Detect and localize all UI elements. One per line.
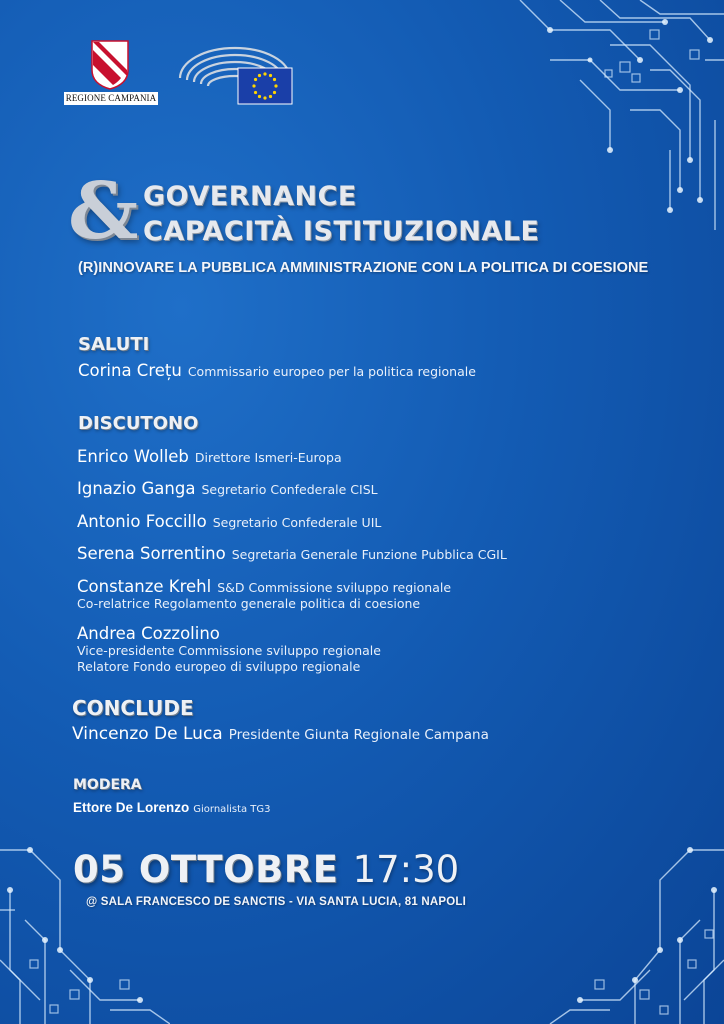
title-line-1: GOVERNANCE bbox=[143, 181, 357, 212]
speaker-name: Antonio Foccillo bbox=[77, 512, 207, 531]
speaker-name: Vincenzo De Luca bbox=[72, 724, 223, 744]
conclude-heading: CONCLUDE bbox=[72, 696, 194, 720]
event-time: 17:30 bbox=[352, 848, 460, 891]
saluti-heading: SALUTI bbox=[78, 334, 150, 355]
speaker-entry bbox=[77, 479, 378, 498]
speaker-entry bbox=[77, 512, 381, 531]
speaker-role: Segretario Confederale UIL bbox=[212, 515, 382, 530]
event-date: 05 OTTOBRE bbox=[73, 848, 339, 891]
speaker-entry bbox=[77, 577, 451, 612]
speaker-entry bbox=[77, 447, 342, 466]
circuit-decoration-bottom-right bbox=[540, 830, 724, 1024]
speaker-role: S&D Commissione sviluppo regionale bbox=[217, 580, 452, 595]
modera-heading: MODERA bbox=[73, 777, 142, 793]
speaker-name: Ignazio Ganga bbox=[77, 479, 196, 498]
speaker-name: Constanze Krehl bbox=[77, 577, 212, 596]
regione-campania-logo bbox=[64, 40, 158, 110]
campania-caption: REGIONE CAMPANIA bbox=[65, 93, 157, 103]
campania-shield-icon bbox=[91, 40, 129, 90]
speaker-entry bbox=[73, 797, 271, 816]
speaker-name: Ettore De Lorenzo bbox=[73, 800, 190, 815]
speaker-name: Andrea Cozzolino bbox=[77, 624, 220, 643]
speaker-entry bbox=[77, 544, 507, 563]
title-ampersand: & bbox=[68, 166, 139, 257]
title-line-2: CAPACITÀ ISTITUZIONALE bbox=[143, 216, 540, 247]
circuit-decoration-top-right bbox=[490, 0, 724, 230]
speaker-entry bbox=[77, 624, 381, 675]
speaker-entry bbox=[78, 361, 476, 380]
european-parliament-logo bbox=[174, 40, 296, 106]
speaker-role: Giornalista TG3 bbox=[193, 804, 271, 815]
event-date-time bbox=[73, 848, 459, 891]
speaker-name: Serena Sorrentino bbox=[77, 544, 226, 563]
speaker-role-extra: Relatore Fondo europeo di sviluppo regionale bbox=[77, 659, 361, 674]
speaker-role-extra: Vice-presidente Commissione sviluppo regionale bbox=[77, 643, 381, 658]
speaker-role: Commissario europeo per la politica regionale bbox=[187, 364, 476, 379]
discutono-heading: DISCUTONO bbox=[78, 413, 199, 434]
speaker-role: Segretario Confederale CISL bbox=[201, 482, 378, 497]
speaker-role-extra: Co-relatrice Regolamento generale politica di coesione bbox=[77, 596, 421, 611]
speaker-role: Direttore Ismeri-Europa bbox=[194, 450, 342, 465]
event-venue: @ SALA FRANCESCO DE SANCTIS - VIA SANTA LUCIA, 81 NAPOLI bbox=[86, 896, 466, 908]
speaker-role: Presidente Giunta Regionale Campana bbox=[228, 727, 489, 743]
speaker-entry bbox=[72, 724, 489, 744]
speaker-name: Corina Crețu bbox=[78, 361, 182, 380]
eu-flag-icon bbox=[238, 68, 292, 104]
speaker-role: Segretaria Generale Funzione Pubblica CGIL bbox=[231, 547, 507, 562]
speaker-name: Enrico Wolleb bbox=[77, 447, 189, 466]
subtitle: (R)INNOVARE LA PUBBLICA AMMINISTRAZIONE CON LA POLITICA DI COESIONE bbox=[78, 260, 649, 276]
